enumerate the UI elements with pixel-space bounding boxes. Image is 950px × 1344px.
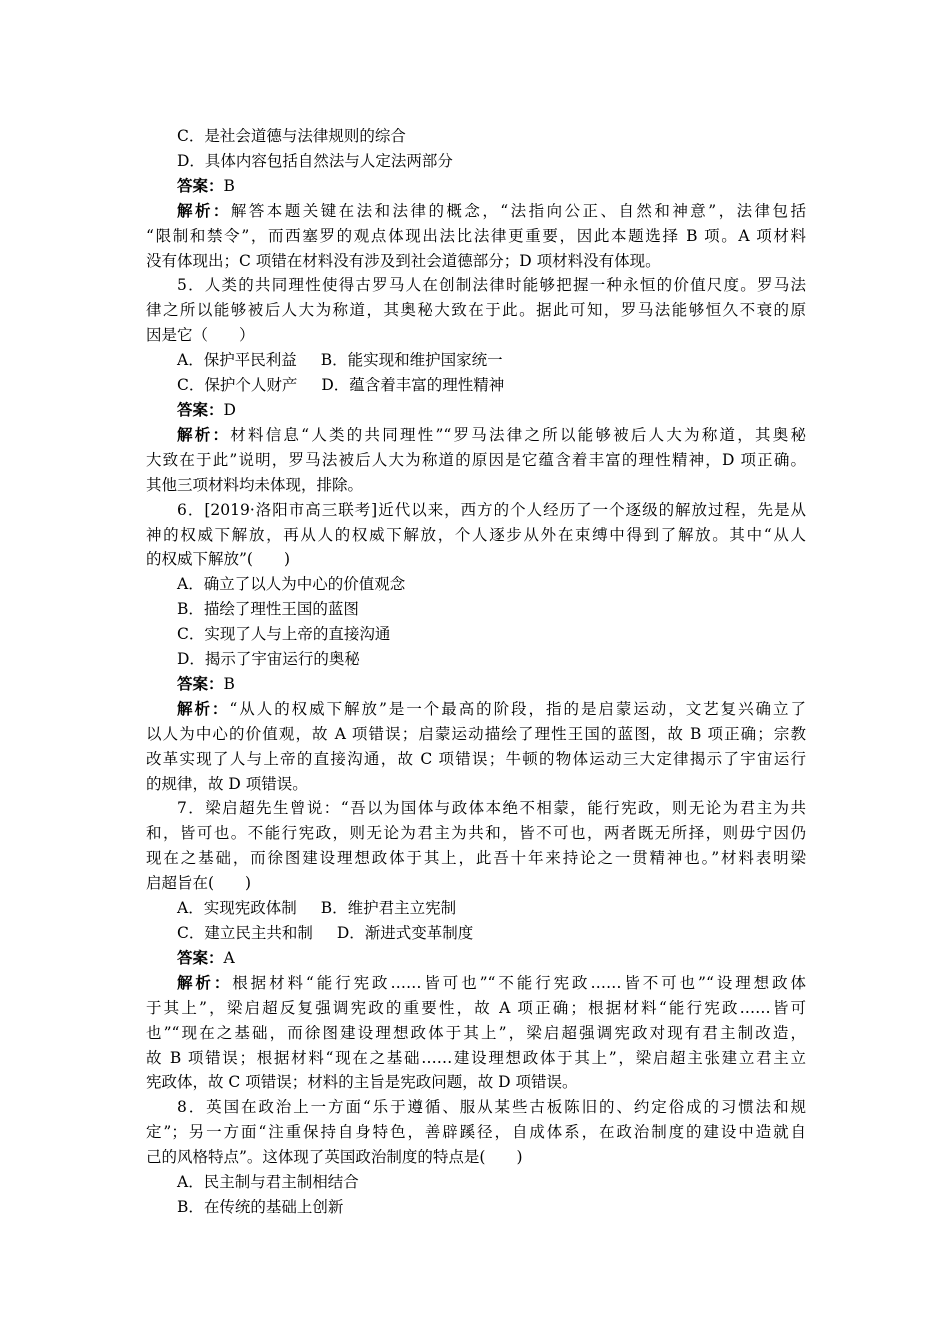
q7-answer [146,946,806,971]
q5-analysis-line [146,423,806,448]
answer-label: 答案： [177,399,224,419]
q7-stem-line: 7．梁启超先生曾说：“吾以为国体与政体本绝不相蒙，能行宪政，则无论为君主为共 [177,799,806,818]
q8-option-a: A．民主制与君主制相结合 [177,1173,359,1192]
q7-option-a: A．实现宪政体制 [177,899,297,918]
q5-option-a: A．保护平民利益 [177,351,297,370]
q5-answer [146,398,806,423]
q8-option-b: B．在传统的基础上创新 [177,1197,344,1216]
question-content [146,124,806,1220]
q8-stem-line: 定”；另一方面“注重保持自身特色，善辟蹊径，自成体系，在政治制度的建设中造就自 [146,1123,806,1142]
q4-analysis-line [146,199,806,224]
q7-stem-line: 和，皆可也。不能行宪政，则无论为君主为共和，皆不可也，两者既无所择，则毋宁因仍 [146,824,806,843]
q5-stem-line: 律之所以能够被后人大为称道，其奥秘大致在于此。据此可知，罗马法能够恒久不衰的原 [146,301,806,320]
analysis-label: 解析： [177,698,230,718]
answer-label: 答案： [177,175,224,195]
q6-stem-line: 6．[2019·洛阳市高三联考]近代以来，西方的个人经历了一个逐级的解放过程，先是从 [177,500,806,519]
q7-options-row [146,921,806,946]
answer-value: B [223,176,235,195]
q6-stem-line: 神的权威下解放，再从人的权威下解放，个人逐步从外在束缚中得到了解放。其中“从人 [146,525,806,544]
q5-options-row [146,348,806,373]
analysis-label: 解析： [177,972,233,992]
q4-option-d: D．具体内容包括自然法与人定法两部分 [177,151,453,170]
q6-analysis-line: 的规律，故 D 项错误。 [146,774,308,793]
q5-option-c: C．保护个人财产 [177,376,298,395]
q5-stem-line: 因是它（ ） [146,326,255,345]
q7-analysis-line [146,971,806,996]
q6-answer [146,672,806,697]
q6-analysis-line: 以人为中心的价值观，故 A 项错误；启蒙运动描绘了理性王国的蓝图，故 B 项正确；宗教 [146,724,806,743]
analysis-text: 材料信息“人类的共同理性”“罗马法律之所以能够被后人大为称道，其奥秘 [230,425,806,444]
answer-value: A [223,948,235,967]
answer-label: 答案： [177,947,224,967]
q5-options-row [146,373,806,398]
q6-option-b: B．描绘了理性王国的蓝图 [177,600,359,619]
analysis-label: 解析： [177,424,231,444]
q8-stem-line: 己的风格特点”。这体现了英国政治制度的特点是( ) [146,1148,523,1167]
q6-option-a: A．确立了以人为中心的价值观念 [177,575,406,594]
q4-answer [146,174,806,199]
q5-analysis-line: 其他三项材料均未体现，排除。 [146,475,364,494]
q6-analysis-line [146,697,806,722]
q4-option-c: C．是社会道德与法律规则的综合 [177,127,406,145]
q7-analysis-line: 宪政体，故 C 项错误；材料的主旨是宪政问题，故 D 项错误。 [146,1073,578,1092]
q5-stem-line: 5．人类的共同理性使得古罗马人在创制法律时能够把握一种永恒的价值尺度。罗马法 [177,276,806,295]
q7-analysis-line: 也”“现在之基础，而徐图建设理想政体于其上”，梁启超强调宪政对现有君主制改造， [146,1023,806,1042]
q6-stem-line: 的权威下解放”( ) [146,550,291,569]
q7-stem-line: 现在之基础，而徐图建设理想政体于其上，此吾十年来持论之一贯精神也。”材料表明梁 [146,849,806,868]
q6-analysis-line: 改革实现了人与上帝的直接沟通，故 C 项错误；牛顿的物体运动三大定律揭示了宇宙运行 [146,749,806,768]
analysis-label: 解析： [177,200,231,220]
analysis-text: 根据材料“能行宪政……皆可也”“不能行宪政……皆不可也”“设理想政体 [232,973,806,992]
answer-value: D [223,400,236,419]
q4-analysis-line: “限制和禁令”，而西塞罗的观点体现出法比法律更重要，因此本题选择 B 项。A 项材料 [146,226,806,245]
q5-option-b: B．能实现和维护国家统一 [320,351,503,370]
answer-label: 答案： [177,673,224,693]
analysis-text: “从人的权威下解放”是一个最高的阶段，指的是启蒙运动，文艺复兴确立了 [229,699,806,718]
answer-value: B [223,674,235,693]
q6-option-d: D．揭示了宇宙运行的奥秘 [177,650,360,669]
analysis-text: 解答本题关键在法和法律的概念，“法指向公正、自然和神意”，法律包括 [230,201,806,220]
q7-analysis-line: 于其上”，梁启超反复强调宪政的重要性，故 A 项正确；根据材料“能行宪政……皆可 [146,998,806,1017]
q7-option-d: D．渐进式变革制度 [336,924,474,942]
q8-stem-line: 8．英国在政治上一方面“乐于遵循、服从某些古板陈旧的、约定俗成的习惯法和规 [177,1098,806,1117]
q6-option-c: C．实现了人与上帝的直接沟通 [177,625,391,644]
q4-analysis-line: 没有体现出；C 项错在材料没有涉及到社会道德部分；D 项材料没有体现。 [146,251,661,270]
q7-options-row [146,896,806,921]
q7-analysis-line: 故 B 项错误；根据材料“现在之基础……建设理想政体于其上”，梁启超主张建立君主立 [146,1048,806,1067]
q5-analysis-line: 大致在于此”说明，罗马法被后人大为称道的原因是它蕴含着丰富的理性精神，D 项正确。 [146,450,806,469]
q5-option-d: D．蕴含着丰富的理性精神 [321,376,505,395]
q7-option-b: B．维护君主立宪制 [320,899,457,918]
q7-option-c: C．建立民主共和制 [177,924,313,942]
q7-stem-line: 启超旨在( ) [146,874,252,893]
